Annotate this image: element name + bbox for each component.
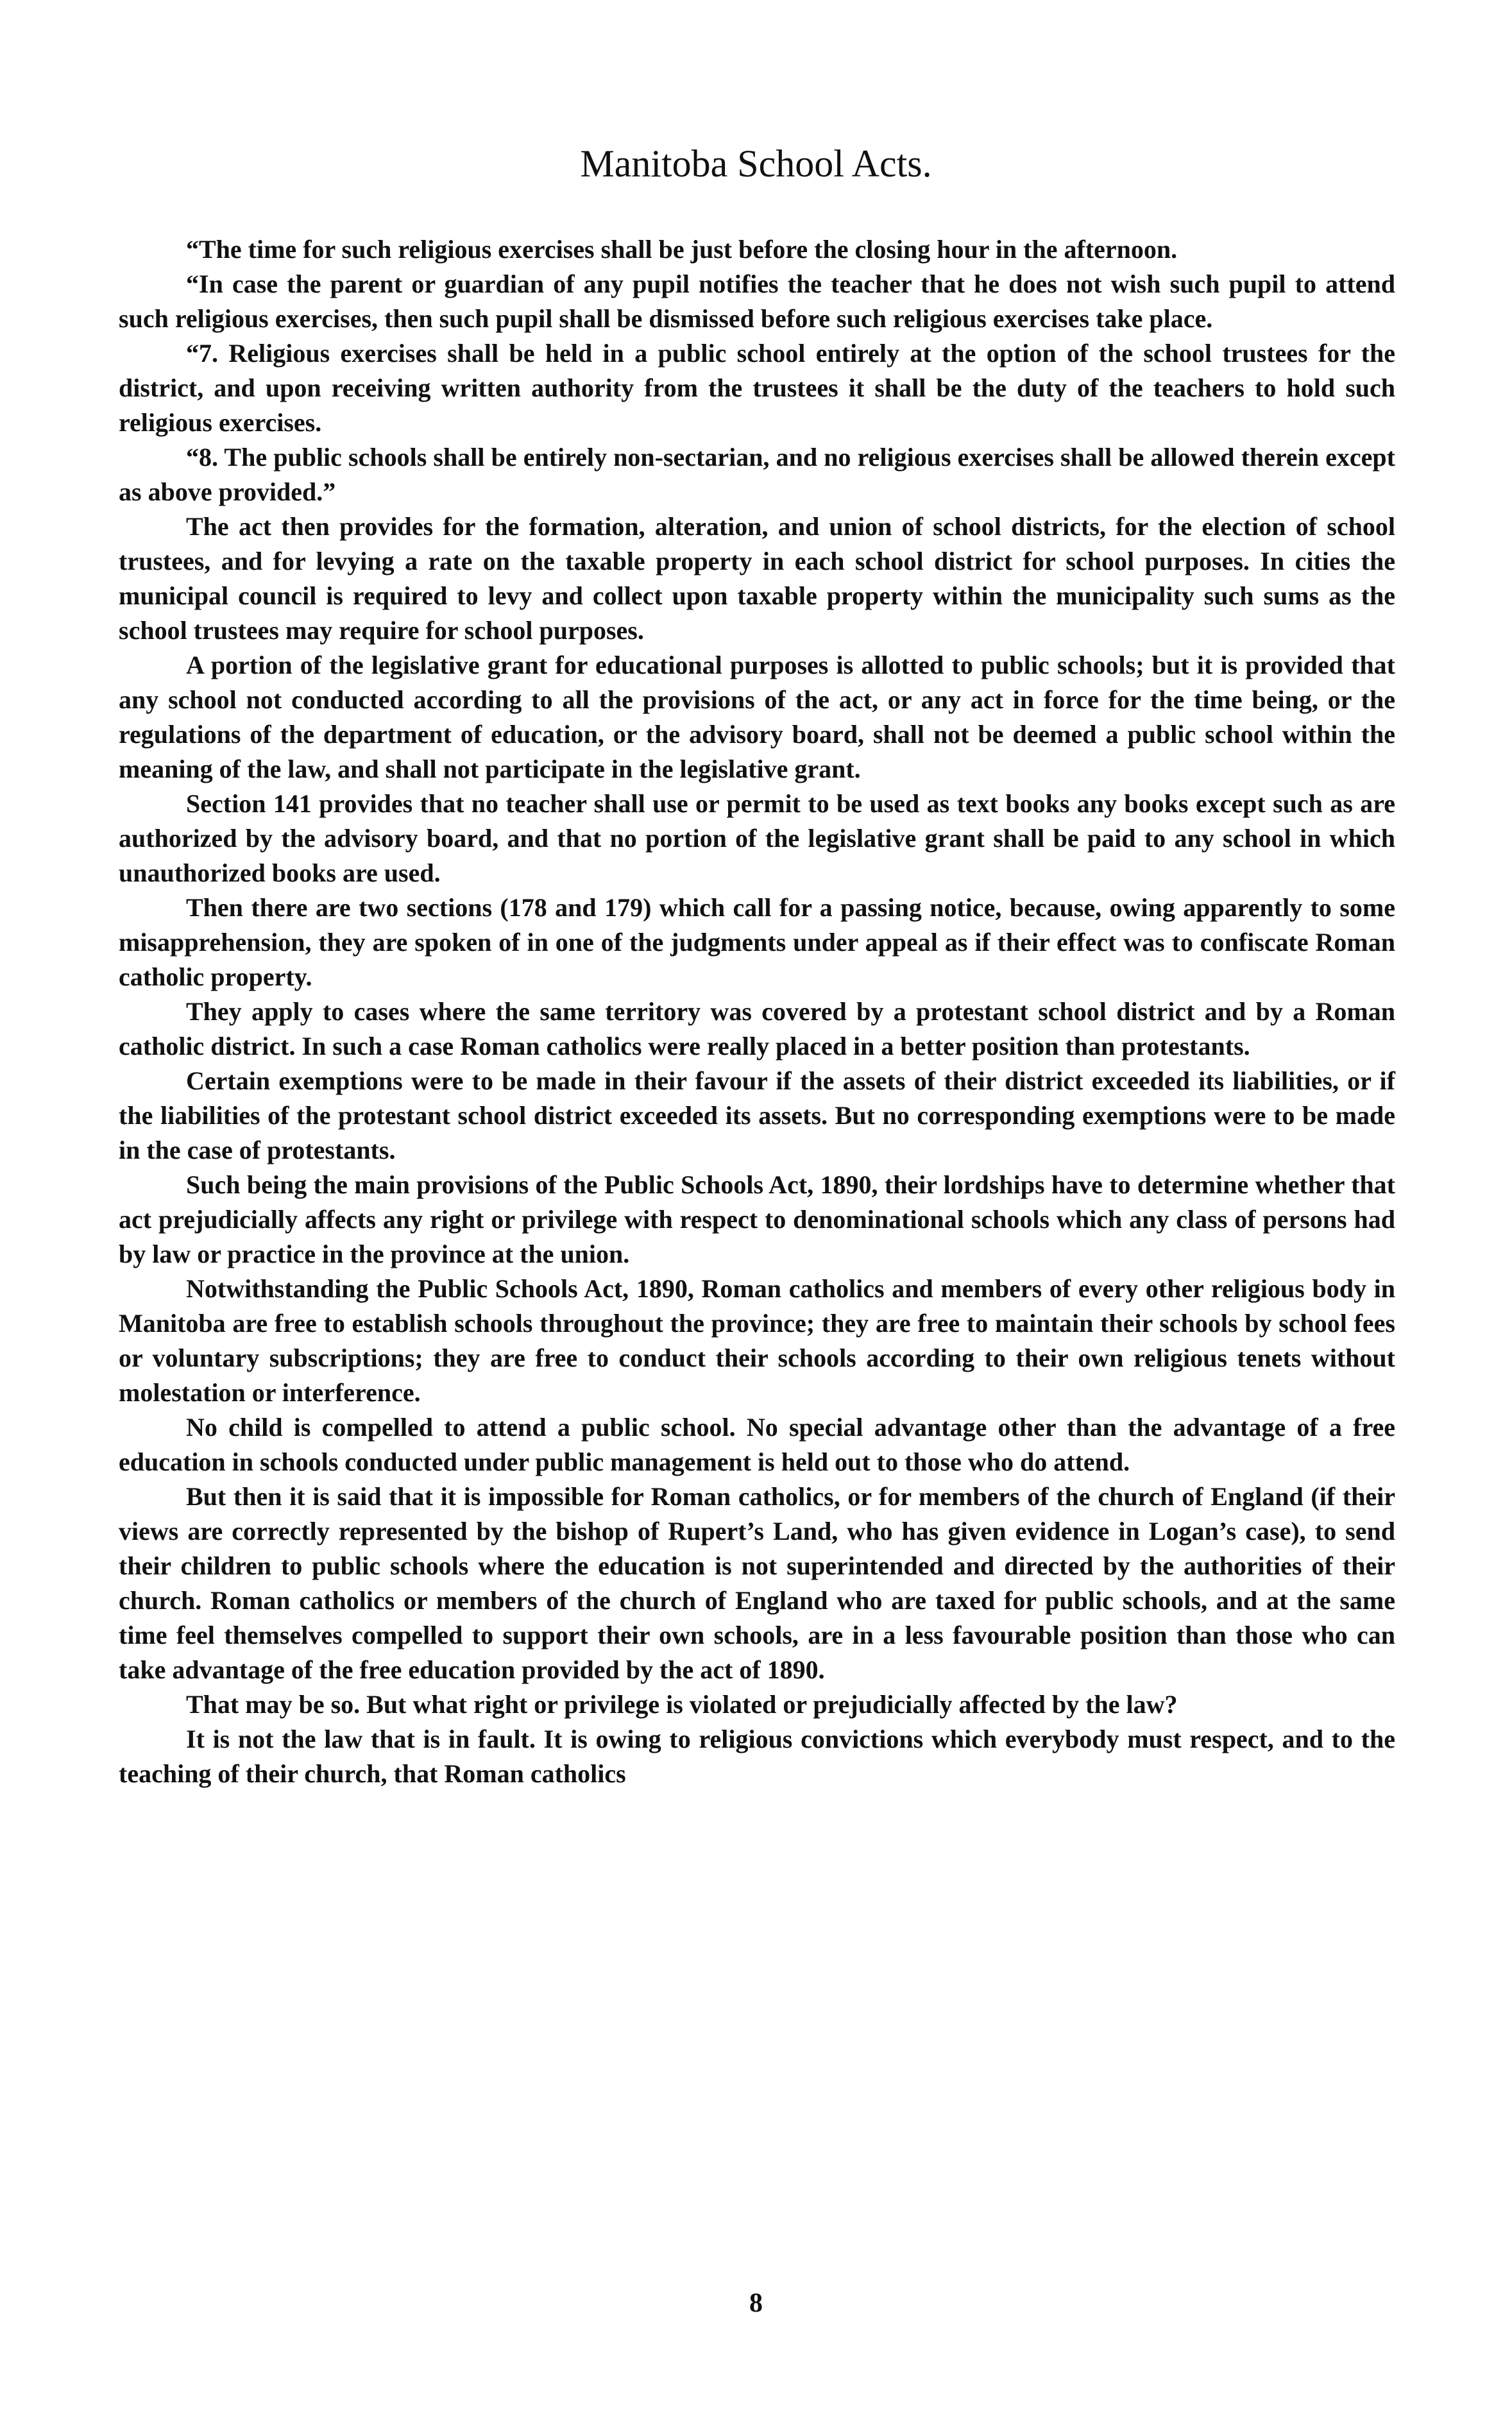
paragraph: Section 141 provides that no teacher shall use or permit to be used as text books any books except such as are authorized by the advisory board, and that no portion of the legislative grant shall be paid to any school in which unauthorized books are used. [119,789,1395,887]
paragraph: That may be so. But what right or privilege is violated or prejudicially affected by the law? [186,1690,1178,1719]
paragraph: It is not the law that is in fault. It is owing to religious convictions which everybody must respect, and to the teaching of their church, that Roman catholics [119,1725,1395,1788]
page-title: Manitoba School Acts. [580,142,932,185]
paragraph: Such being the main provisions of the Public Schools Act, 1890, their lordships have to determine whether that act prejudicially affects any right or privilege with respect to denominational schools which any class of persons had by law or practice in the province at the union. [119,1170,1395,1268]
paragraph: A portion of the legislative grant for educational purposes is allotted to public schools; but it is provided that any school not conducted according to all the provisions of the act, or any act in force for the time being, or the regulations of the department of education, or the advisory board, shall not be deemed a public school within the meaning of the law, and shall not participate in the legislative grant. [119,651,1395,783]
paragraph: But then it is said that it is impossible for Roman catholics, or for members of the church of England (if their views are correctly represented by the bishop of Rupert’s Land, who has given evidence in Logan’s case), to send their children to public schools where the education is not superintended and directed by the authorities of their church. Roman catholics or members of the church of England who are taxed for public schools, and at the same time feel themselves compelled to support their own schools, are in a less favourable position than those who can take advantage of the free education provided by the act of 1890. [119,1482,1395,1684]
page-number: 8 [749,2288,763,2318]
paragraph: “7. Religious exercises shall be held in a public school entirely at the option of the school trustees for the district, and upon receiving written authority from the trustees it shall be the duty of the teachers to hold such religious exercises. [119,339,1395,437]
paragraph: Then there are two sections (178 and 179) which call for a passing notice, because, owing apparently to some misapprehension, they are spoken of in one of the judgments under appeal as if their effect was to confiscate Roman catholic property. [119,893,1395,991]
paragraph: They apply to cases where the same territory was covered by a protestant school district and by a Roman catholic district. In such a case Roman catholics were really placed in a better position than protestants. [119,997,1395,1061]
body-text [119,232,1395,1791]
paragraph: The act then provides for the formation, alteration, and union of school districts, for the election of school trustees, and for levying a rate on the taxable property in each school district for school purposes. In cities the municipal council is required to levy and collect upon taxable property within the municipality such sums as the school trustees may require for school purposes. [119,512,1395,645]
paragraph: “8. The public schools shall be entirely non-sectarian, and no religious exercises shall be allowed therein except as above provided.” [119,443,1395,506]
paragraph: “The time for such religious exercises shall be just before the closing hour in the afternoon. [186,235,1178,264]
paragraph: Certain exemptions were to be made in their favour if the assets of their district exceeded its liabilities, or if the liabilities of the protestant school district exceeded its assets. But no corresponding exemptions were to be made in the case of protestants. [119,1066,1395,1164]
paragraph: “In case the parent or guardian of any pupil notifies the teacher that he does not wish such pupil to attend such religious exercises, then such pupil shall be dismissed before such religious exercises take place. [119,269,1395,333]
paragraph: Notwithstanding the Public Schools Act, 1890, Roman catholics and members of every other religious body in Manitoba are free to establish schools throughout the province; they are free to maintain their schools by school fees or voluntary subscriptions; they are free to conduct their schools according to their own religious tenets without molestation or interference. [119,1274,1395,1407]
paragraph: No child is compelled to attend a public school. No special advantage other than the advantage of a free education in schools conducted under public management is held out to those who do attend. [119,1413,1395,1476]
